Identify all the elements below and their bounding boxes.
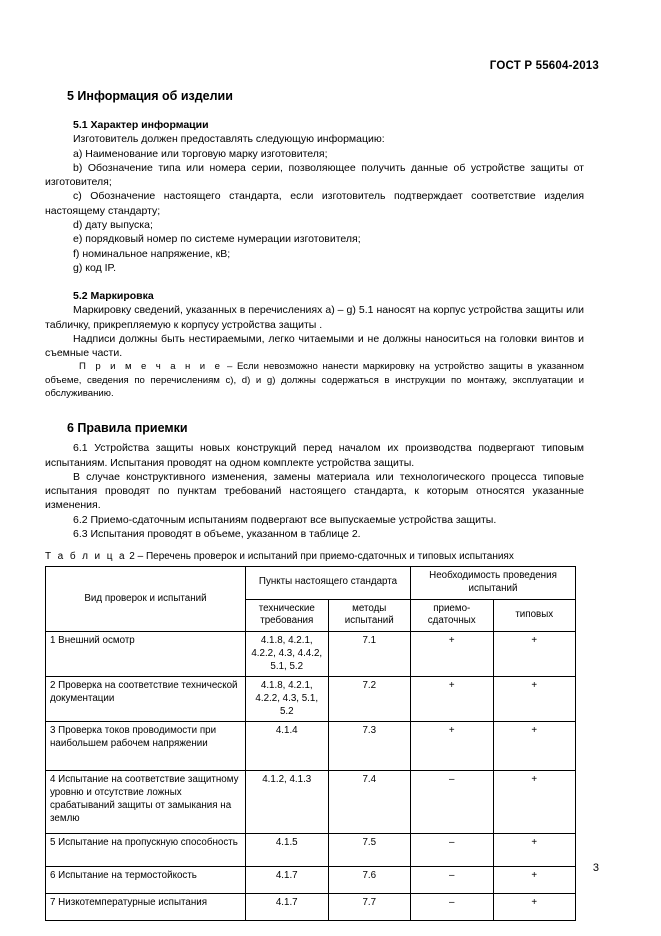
clause-6-1-continued: В случае конструктивного изменения, замены материала или технологического процесса типовые испытания проводят по пунктам требований настоящего стандарта, к которым относятся указанные изменения. — [45, 470, 584, 512]
marking-paragraph-2: Надписи должны быть нестираемыми, легко читаемыми и не должны наноситься на головки винтов и съемные части. — [45, 332, 584, 360]
cell-type-tests: + — [493, 894, 576, 921]
document-body — [45, 88, 584, 921]
info-item-c: c) Обозначение настоящего стандарта, если изготовитель подтверждает соответствие изделия настоящему стандарту; — [45, 190, 584, 217]
cell-methods: 7.2 — [328, 677, 411, 722]
cell-acceptance: + — [411, 632, 494, 677]
cell-kind: 6 Испытание на термостойкость — [46, 867, 246, 894]
table-row — [46, 867, 576, 894]
info-item-a: a) Наименование или торговую марку изготовителя; — [73, 147, 328, 160]
cell-tech-req: 4.1.7 — [246, 894, 329, 921]
cell-acceptance: + — [411, 722, 494, 771]
info-item-b: b) Обозначение типа или номера серии, позволяющее получить данные об устройстве защиты от изготовителя; — [45, 161, 584, 189]
table-header-row-top — [46, 567, 576, 599]
cell-kind: 5 Испытание на пропускную способность — [46, 834, 246, 867]
cell-kind: 3 Проверка токов проводимости при наибольшем рабочем напряжении — [46, 722, 246, 771]
header-group-clauses: Пункты настоящего стандарта — [246, 567, 411, 599]
cell-methods: 7.5 — [328, 834, 411, 867]
table-caption-text: 2 – Перечень проверок и испытаний при приемо-сдаточных и типовых испытаниях — [126, 551, 514, 563]
subsection-5-2-heading: 5.2 Маркировка — [73, 290, 154, 303]
note-label: П р и м е ч а н и е — [79, 361, 223, 373]
cell-type-tests: + — [493, 834, 576, 867]
subsection-5-1-intro: Изготовитель должен предоставлять следующую информацию: — [73, 133, 385, 146]
header-type-tests: типовых — [493, 599, 576, 631]
cell-tech-req: 4.1.5 — [246, 834, 329, 867]
cell-type-tests: + — [493, 867, 576, 894]
header-test-methods: методы испытаний — [328, 599, 411, 631]
cell-acceptance: – — [411, 867, 494, 894]
section-6-heading: 6 Правила приемки — [67, 421, 188, 436]
info-item-f: f) номинальное напряжение, кВ; — [73, 247, 231, 260]
cell-methods: 7.4 — [328, 771, 411, 834]
table-2-checks-and-tests — [45, 566, 576, 921]
table-row — [46, 834, 576, 867]
header-technical-requirements: технические требования — [246, 599, 329, 631]
table-row — [46, 722, 576, 771]
table-row — [46, 894, 576, 921]
cell-tech-req: 4.1.4 — [246, 722, 329, 771]
cell-acceptance: + — [411, 677, 494, 722]
table-row — [46, 632, 576, 677]
cell-acceptance: – — [411, 771, 494, 834]
cell-tech-req: 4.1.7 — [246, 867, 329, 894]
cell-methods: 7.3 — [328, 722, 411, 771]
cell-methods: 7.7 — [328, 894, 411, 921]
cell-kind: 4 Испытание на соответствие защитному уровню и отсутствие ложных срабатываний защиты от замыкания на землю — [46, 771, 246, 834]
info-item-d: d) дату выпуска; — [73, 219, 153, 232]
cell-tech-req: 4.1.8, 4.2.1, 4.2.2, 4.3, 5.1, 5.2 — [246, 677, 329, 722]
cell-kind: 1 Внешний осмотр — [46, 632, 246, 677]
table-2-caption — [45, 550, 584, 566]
subsection-5-1-heading: 5.1 Характер информации — [73, 119, 209, 132]
header-group-necessity: Необходимость проведения испытаний — [411, 567, 576, 599]
cell-kind: 2 Проверка на соответствие технической документации — [46, 677, 246, 722]
clause-6-2: 6.2 Приемо-сдаточным испытаниям подвергают все выпускаемые устройства защиты. — [73, 513, 497, 526]
table-row — [46, 771, 576, 834]
table-row — [46, 677, 576, 722]
marking-note — [45, 360, 584, 400]
info-item-e: e) порядковый номер по системе нумерации изготовителя; — [73, 233, 361, 246]
cell-type-tests: + — [493, 771, 576, 834]
section-5-heading: 5 Информация об изделии — [67, 89, 233, 103]
marking-paragraph-1: Маркировку сведений, указанных в перечислениях a) – g) 5.1 наносят на корпус устройства защиты или табличку, прикрепляемую к корпусу устройства защиты . — [45, 304, 584, 331]
cell-acceptance: – — [411, 894, 494, 921]
table-caption-label: Т а б л и ц а — [45, 551, 127, 563]
clause-6-3: 6.3 Испытания проводят в объеме, указанном в таблице 2. — [73, 527, 361, 540]
cell-acceptance: – — [411, 834, 494, 867]
cell-type-tests: + — [493, 632, 576, 677]
header-acceptance-tests: приемо-сдаточных — [411, 599, 494, 631]
table-header — [46, 567, 576, 632]
cell-kind: 7 Низкотемпературные испытания — [46, 894, 246, 921]
clause-6-1: 6.1 Устройства защиты новых конструкций перед началом их производства подвергают типовым испытаниям. Испытания проводят на одном комплекте устройства защиты. — [45, 442, 584, 469]
cell-tech-req: 4.1.8, 4.2.1, 4.2.2, 4.3, 4.4.2, 5.1, 5.2 — [246, 632, 329, 677]
cell-tech-req: 4.1.2, 4.1.3 — [246, 771, 329, 834]
note-text: – Если невозможно нанести маркировку на устройство защиты в указанном объеме, сведения по перечислениям c), d) и g) должны содержаться в инструкции по монтажу, эксплуатации и обслуживанию. — [45, 361, 585, 399]
cell-methods: 7.6 — [328, 867, 411, 894]
header-kind-of-checks: Вид проверок и испытаний — [46, 567, 246, 632]
cell-type-tests: + — [493, 677, 576, 722]
cell-type-tests: + — [493, 722, 576, 771]
standard-code-header: ГОСТ Р 55604-2013 — [489, 60, 599, 72]
info-item-g: g) код IP. — [73, 261, 117, 274]
spacer — [45, 541, 584, 550]
table-body — [46, 632, 576, 921]
cell-methods: 7.1 — [328, 632, 411, 677]
page-number: 3 — [592, 862, 599, 874]
